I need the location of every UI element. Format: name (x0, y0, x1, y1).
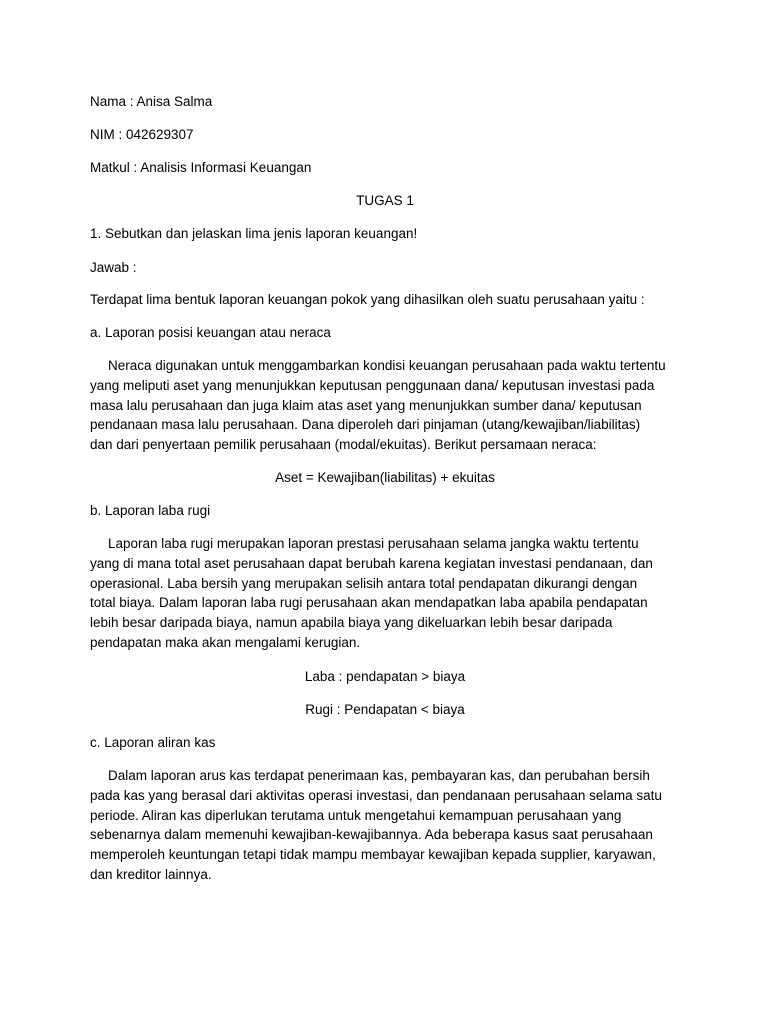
section-c-line: pada kas yang berasal dari aktivitas operasi investasi, dan pendanaan perusahaan selama satu (90, 787, 662, 803)
section-a-line: dan dari penyertaan pemilik perusahaan (modal/ekuitas). Berikut persamaan neraca: (90, 437, 597, 453)
assignment-title: TUGAS 1 (356, 193, 414, 208)
section-a-line: masa lalu perusahaan dan juga klaim atas aset yang menunjukkan sumber dana/ keputusan (90, 397, 642, 413)
section-b-line: lebih besar daripada biaya, namun apabila biaya yang dikeluarkan lebih besar daripada (90, 615, 613, 631)
section-c-line: periode. Aliran kas diperlukan terutama untuk mengetahui kemampuan perusahaan yang (90, 807, 622, 823)
rugi-formula: Rugi : Pendapatan < biaya (305, 702, 465, 717)
section-c-paragraph (90, 766, 680, 885)
section-c-line: sebenarnya dalam memenuhi kewajiban-kewajibannya. Ada beberapa kasus saat perusahaan (90, 827, 653, 843)
document-page (90, 0, 680, 1024)
section-a-paragraph (90, 356, 680, 455)
section-b-line: operasional. Laba bersih yang merupakan selisih antara total pendapatan dikurangi dengan (90, 575, 638, 591)
section-b-paragraph (90, 534, 680, 653)
section-a-line: yang meliputi aset yang menunjukkan keputusan penggunaan dana/ keputusan investasi pada (90, 377, 655, 393)
section-c-line: dan kreditor lainnya. (90, 866, 212, 882)
section-a-line: pendanaan masa lalu perusahaan. Dana diperoleh dari pinjaman (utang/kewajiban/liabilitas) (90, 417, 641, 433)
section-b-line: yang di mana total aset perusahaan dapat berubah karena kegiatan investasi pendanaan, dan (90, 555, 653, 571)
balance-equation: Aset = Kewajiban(liabilitas) + ekuitas (275, 470, 495, 485)
answer-label: Jawab : (90, 260, 137, 275)
answer-intro: Terdapat lima bentuk laporan keuangan pokok yang dihasilkan oleh suatu perusahaan yaitu : (90, 292, 645, 307)
section-b-line: Laporan laba rugi merupakan laporan prestasi perusahaan selama jangka waktu tertentu (108, 536, 639, 551)
section-b-line: pendapatan maka akan mengalami kerugian. (90, 634, 361, 650)
section-b-heading: b. Laporan laba rugi (90, 503, 211, 518)
section-b-line: total biaya. Dalam laporan laba rugi perusahaan akan mendapatkan laba apabila pendapatan (90, 595, 648, 611)
section-c-line: Dalam laporan arus kas terdapat penerimaan kas, pembayaran kas, dan perubahan bersih (108, 768, 650, 783)
section-a-line: Neraca digunakan untuk menggambarkan kondisi keuangan perusahaan pada waktu tertentu (108, 358, 666, 373)
section-c-heading: c. Laporan aliran kas (90, 735, 216, 750)
student-nim: NIM : 042629307 (90, 127, 194, 142)
course-name: Matkul : Analisis Informasi Keuangan (90, 160, 312, 175)
student-name: Nama : Anisa Salma (90, 94, 213, 109)
section-c-line: memperoleh keuntungan tetapi tidak mampu membayar kewajiban kepada supplier, karyawan, (90, 847, 656, 863)
section-a-heading: a. Laporan posisi keuangan atau neraca (90, 325, 331, 340)
laba-formula: Laba : pendapatan > biaya (304, 669, 466, 684)
question-text: 1. Sebutkan dan jelaskan lima jenis laporan keuangan! (90, 226, 418, 241)
